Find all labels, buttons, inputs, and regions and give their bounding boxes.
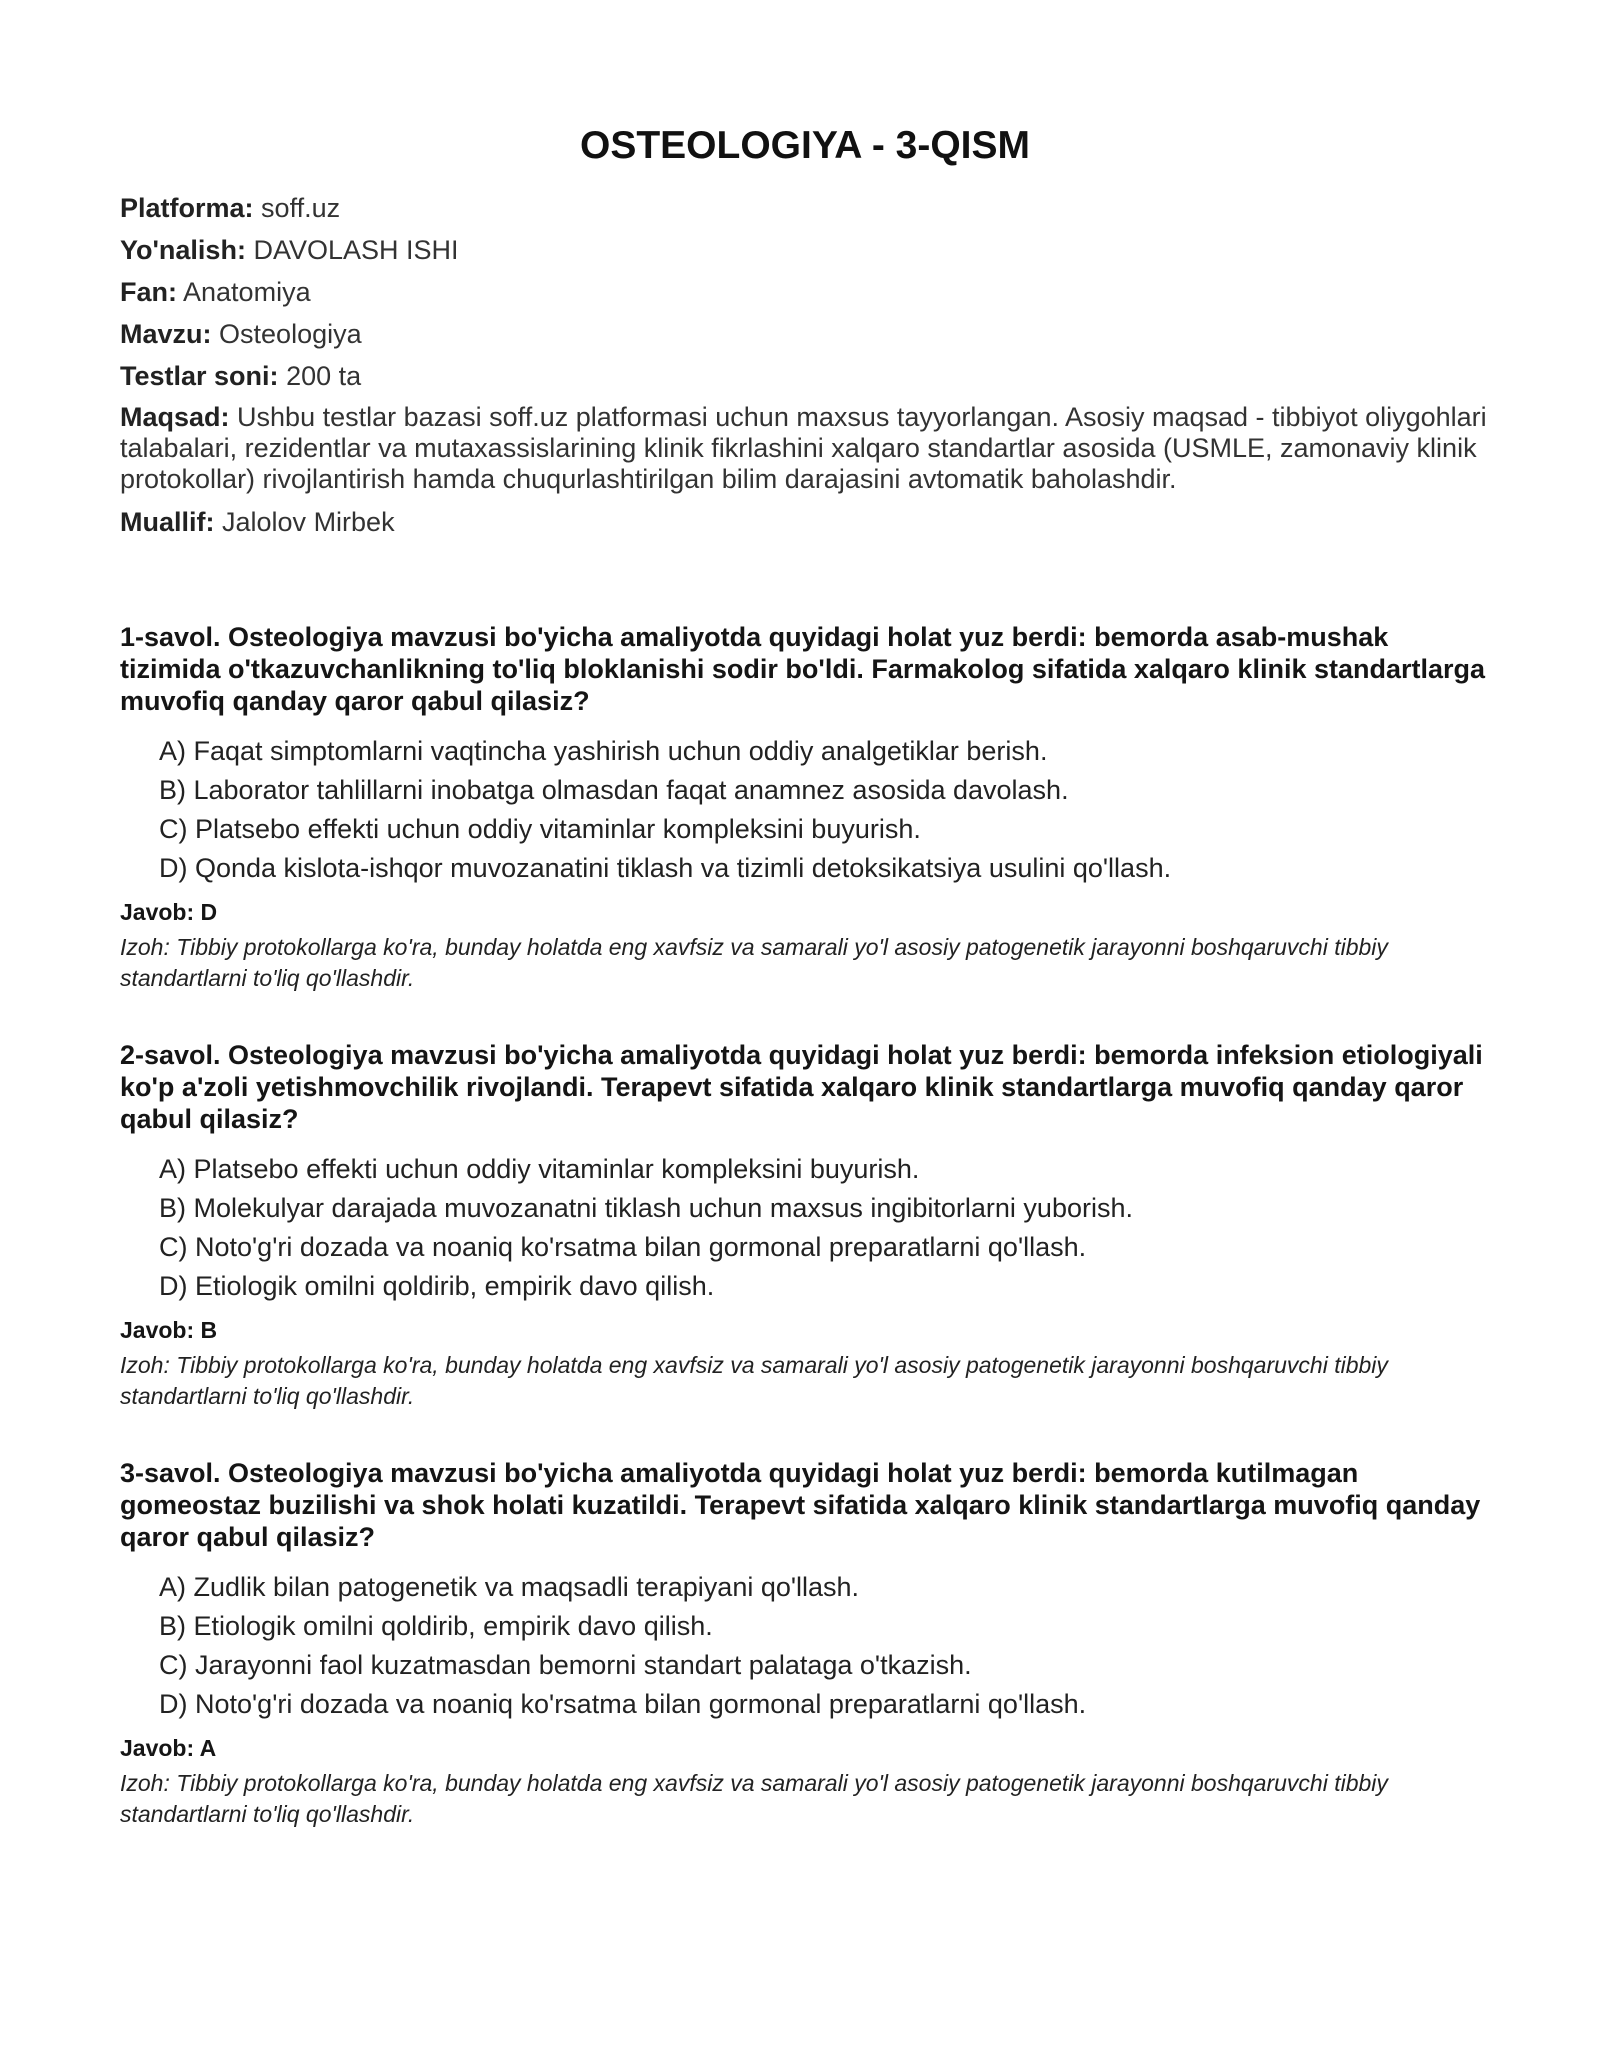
document-meta bbox=[120, 192, 1490, 538]
meta-platform bbox=[120, 192, 1490, 224]
meta-author bbox=[120, 506, 1490, 538]
meta-test-count-value: 200 ta bbox=[286, 361, 362, 391]
answer-options bbox=[120, 1153, 1490, 1302]
answer-option-c: C) Platsebo effekti uchun oddiy vitaminlar kompleksini buyurish. bbox=[159, 814, 921, 844]
meta-test-count-label: Testlar soni: bbox=[120, 361, 279, 391]
document-page bbox=[120, 122, 1490, 1875]
meta-platform-value: soff.uz bbox=[261, 193, 341, 223]
meta-subject bbox=[120, 276, 1490, 308]
meta-purpose bbox=[120, 402, 1490, 495]
answer-option-a: A) Platsebo effekti uchun oddiy vitaminlar kompleksini buyurish. bbox=[159, 1154, 920, 1184]
meta-direction-label: Yo'nalish: bbox=[120, 235, 246, 265]
meta-author-label: Muallif: bbox=[120, 507, 215, 537]
document-title: OSTEOLOGIYA - 3-QISM bbox=[579, 124, 1030, 167]
meta-test-count bbox=[120, 360, 1490, 392]
answer-option-a: A) Faqat simptomlarni vaqtincha yashirish uchun oddiy analgetiklar berish. bbox=[159, 736, 1048, 766]
question-3 bbox=[120, 1457, 1490, 1830]
answer-explanation: Izoh: Tibbiy protokollarga ko'ra, bunday holatda eng xavfsiz va samarali yo'l asosiy patogenetik jarayonni boshqaruvchi tibbiy standartlarni to'liq qo'llashdir. bbox=[120, 1770, 1388, 1827]
answer-explanation: Izoh: Tibbiy protokollarga ko'ra, bunday holatda eng xavfsiz va samarali yo'l asosiy patogenetik jarayonni boshqaruvchi tibbiy standartlarni to'liq qo'llashdir. bbox=[120, 934, 1388, 991]
answer-options bbox=[120, 1571, 1490, 1720]
question-1 bbox=[120, 621, 1490, 994]
answer-option-b: B) Laborator tahlillarni inobatga olmasdan faqat anamnez asosida davolash. bbox=[159, 775, 1069, 805]
answer-option-d: D) Noto'g'ri dozada va noaniq ko'rsatma bilan gormonal preparatlarni qo'llash. bbox=[159, 1689, 1087, 1719]
answer-option-d: D) Qonda kislota-ishqor muvozanatini tiklash va tizimli detoksikatsiya usulini qo'llash. bbox=[159, 853, 1172, 883]
answer-option-d: D) Etiologik omilni qoldirib, empirik davo qilish. bbox=[159, 1271, 715, 1301]
answer-option-b: B) Etiologik omilni qoldirib, empirik davo qilish. bbox=[159, 1611, 713, 1641]
meta-subject-value: Anatomiya bbox=[183, 277, 311, 307]
answer-option-c: C) Jarayonni faol kuzatmasdan bemorni standart palataga o'tkazish. bbox=[159, 1650, 972, 1680]
meta-topic-label: Mavzu: bbox=[120, 319, 212, 349]
answer-option-c: C) Noto'g'ri dozada va noaniq ko'rsatma bilan gormonal preparatlarni qo'llash. bbox=[159, 1232, 1087, 1262]
question-list bbox=[120, 621, 1490, 1830]
meta-purpose-label: Maqsad: bbox=[120, 402, 230, 432]
correct-answer: Javob: B bbox=[120, 1317, 218, 1343]
answer-option-a: A) Zudlik bilan patogenetik va maqsadli terapiyani qo'llash. bbox=[159, 1572, 860, 1602]
question-text: 3-savol. Osteologiya mavzusi bo'yicha amaliyotda quyidagi holat yuz berdi: bemorda kutilmagan gomeostaz buzilishi va shok holati kuzatildi. Terapevt sifatida xalqaro klinik standartlarga muvofiq qanday qaror qabul qilasiz? bbox=[120, 1458, 1481, 1552]
answer-option-b: B) Molekulyar darajada muvozanatni tiklash uchun maxsus ingibitorlarni yuborish. bbox=[159, 1193, 1133, 1223]
meta-subject-label: Fan: bbox=[120, 277, 177, 307]
answer-explanation: Izoh: Tibbiy protokollarga ko'ra, bunday holatda eng xavfsiz va samarali yo'l asosiy patogenetik jarayonni boshqaruvchi tibbiy standartlarni to'liq qo'llashdir. bbox=[120, 1352, 1388, 1409]
meta-author-value: Jalolov Mirbek bbox=[222, 507, 395, 537]
question-2 bbox=[120, 1039, 1490, 1412]
question-text: 1-savol. Osteologiya mavzusi bo'yicha amaliyotda quyidagi holat yuz berdi: bemorda asab-mushak tizimida o'tkazuvchanlikning to'liq bloklanishi sodir bo'ldi. Farmakolog sifatida xalqaro klinik standartlarga muvofiq qanday qaror qabul qilasiz? bbox=[120, 622, 1486, 716]
meta-purpose-value: Ushbu testlar bazasi soff.uz platformasi uchun maxsus tayyorlangan. Asosiy maqsad - tibbiyot oliygohlari talabalari, rezidentlar va mutaxassislarining klinik fikrlashini xalqaro standartlar asosida (USMLE, zamonaviy klinik protokollar) rivojlantirish hamda chuqurlashtirilgan bilim darajasini avtomatik baholashdir. bbox=[120, 402, 1487, 494]
meta-topic bbox=[120, 318, 1490, 350]
correct-answer: Javob: A bbox=[120, 1735, 217, 1761]
meta-direction-value: DAVOLASH ISHI bbox=[253, 235, 459, 265]
question-text: 2-savol. Osteologiya mavzusi bo'yicha amaliyotda quyidagi holat yuz berdi: bemorda infeksion etiologiyali ko'p a'zoli yetishmovchilik rivojlandi. Terapevt sifatida xalqaro klinik standartlarga muvofiq qanday qaror qabul qilasiz? bbox=[120, 1040, 1483, 1134]
meta-direction bbox=[120, 234, 1490, 266]
correct-answer: Javob: D bbox=[120, 899, 218, 925]
meta-platform-label: Platforma: bbox=[120, 193, 254, 223]
answer-options bbox=[120, 735, 1490, 884]
meta-topic-value: Osteologiya bbox=[219, 319, 362, 349]
